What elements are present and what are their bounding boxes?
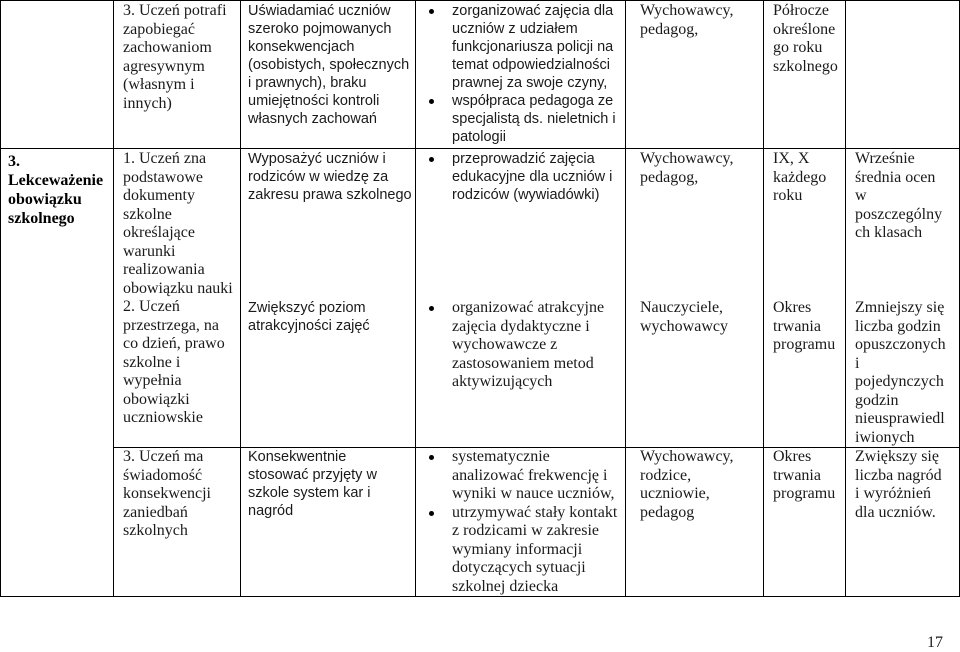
responsible-cell xyxy=(626,448,764,597)
responsible-text: Nauczyciele, wychowawcy xyxy=(640,299,728,335)
bullet-icon xyxy=(429,511,434,516)
method-item xyxy=(427,448,625,504)
method-text: utrzymywać stały kontakt z rodzicami w zakresie wymiany informacji dotyczących sytuacji szkolnej dziecka xyxy=(452,503,618,595)
task-text: Konsekwentnie stosować przyjęty w szkole system kar i nagród xyxy=(248,449,377,519)
tasks-cell xyxy=(241,1,416,149)
bullet-icon xyxy=(429,306,434,311)
evaluation-text: Wrześnie średnia ocen w poszczególny ch klasach xyxy=(855,150,943,241)
task-text: Uświadamiać uczniów szeroko pojmowanych konsekwencjach (osobistych, społecznych i prawnych), braku umiejętności kontroli własnych zachowań xyxy=(248,3,410,127)
bullet-icon xyxy=(429,455,434,460)
method-item xyxy=(427,504,625,597)
timeline-cell xyxy=(764,448,846,597)
section-cell xyxy=(1,149,114,597)
method-text: systematycznie analizować frekwencję i wyniki w nauce uczniów, xyxy=(452,448,615,502)
method-item xyxy=(427,92,625,146)
method-text: współpraca pedagoga ze specjalistą ds. nieletnich i patologii xyxy=(452,93,616,145)
bullet-icon xyxy=(429,157,434,162)
responsible-text: Wychowawcy, pedagog, xyxy=(640,2,734,38)
timeline-cell xyxy=(764,149,846,448)
section-cell xyxy=(1,1,114,149)
timeline-text: Okres trwania programu xyxy=(773,299,836,353)
task-text: Zwiększyć poziom atrakcyjności zajęć xyxy=(248,300,370,334)
methods-cell xyxy=(416,149,626,448)
method-item xyxy=(427,299,625,392)
objectives-cell xyxy=(114,448,241,597)
method-text: organizować atrakcyjne zajęcia dydaktyczne i wychowawcze z zastosowaniem metod aktywizujących xyxy=(452,299,605,390)
evaluation-text: Zwiększy się liczba nagród i wyróżnień dla uczniów. xyxy=(855,448,942,521)
evaluation-cell xyxy=(846,1,960,149)
objective-text: 1. Uczeń zna podstawowe dokumenty szkolne określające warunki realizowania obowiązku nauki 2. Uczeń przestrzega, na co dzień, prawo szkolne i wypełnia obowiązki uczniowskie xyxy=(123,150,233,426)
bullet-icon xyxy=(429,9,434,14)
method-text: przeprowadzić zajęcia edukacyjne dla uczniów i rodziców (wywiadówki) xyxy=(452,151,613,203)
method-text: zorganizować zajęcia dla uczniów z udziałem funkcjonariusza policji na temat odpowiedzialności prawnej za swoje czyny, xyxy=(452,3,614,91)
objective-text: 3. Uczeń ma świadomość konsekwencji zaniedbań szkolnych xyxy=(123,448,211,539)
methods-cell xyxy=(416,1,626,149)
objectives-cell xyxy=(114,1,241,149)
task-text: Wyposażyć uczniów i rodziców w wiedzę za zakresu prawa szkolnego xyxy=(248,151,412,203)
responsible-text: Wychowawcy, rodzice, uczniowie, pedagog xyxy=(640,448,734,521)
page-number: 17 xyxy=(927,634,943,651)
method-item xyxy=(427,2,625,92)
tasks-cell xyxy=(241,149,416,448)
timeline-cell xyxy=(764,1,846,149)
timeline-text: IX, X każdego roku xyxy=(773,150,827,204)
responsible-cell xyxy=(626,149,764,448)
responsible-text: Wychowawcy, pedagog, xyxy=(640,150,734,186)
method-item xyxy=(427,150,625,204)
responsible-cell xyxy=(626,1,764,149)
timeline-text: Okres trwania programu xyxy=(773,448,836,502)
evaluation-text: Zmniejszy się liczba godzin opuszczonych i pojedynczych godzin nieusprawiedl iwionych xyxy=(855,299,946,446)
timeline-text: Półrocze określone go roku szkolnego xyxy=(773,2,838,75)
bullet-icon xyxy=(429,99,434,104)
tasks-cell xyxy=(241,448,416,597)
evaluation-cell xyxy=(846,149,960,448)
section-title: 3. Lekceważenie obowiązku szkolnego xyxy=(8,153,104,227)
objective-text: 3. Uczeń potrafi zapobiegać zachowaniom agresywnym (własnym i innych) xyxy=(123,2,227,112)
evaluation-cell xyxy=(846,448,960,597)
objectives-cell xyxy=(114,149,241,448)
methods-cell xyxy=(416,448,626,597)
